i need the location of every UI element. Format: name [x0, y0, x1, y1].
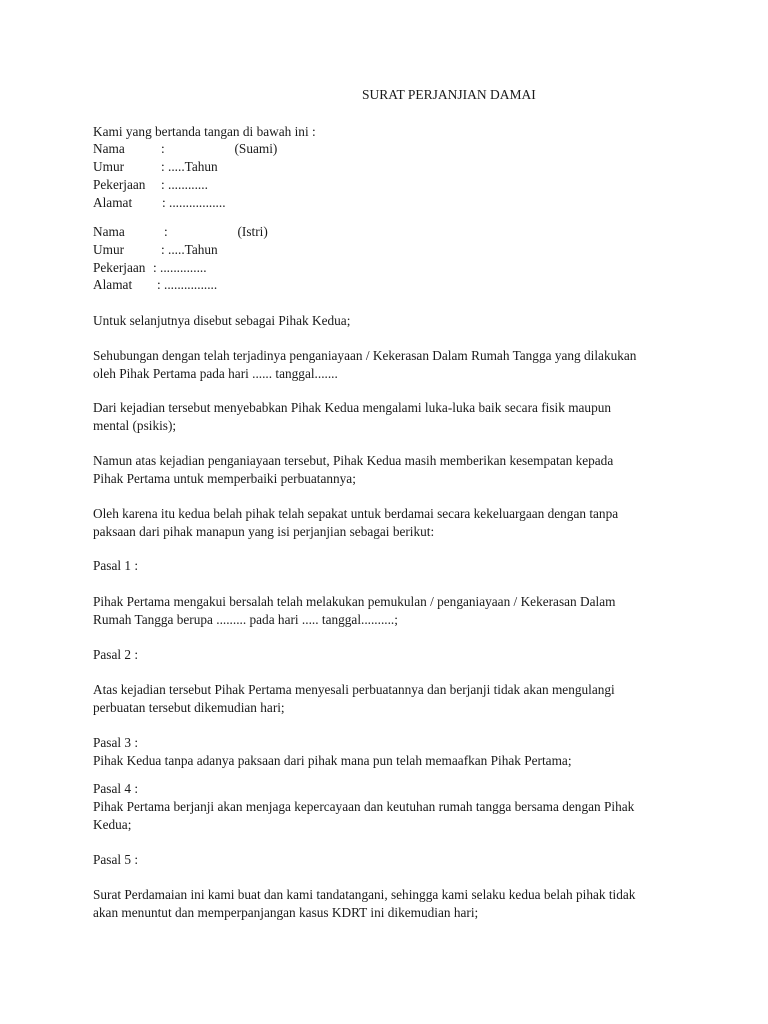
pasal2-heading: Pasal 2 :: [93, 647, 139, 662]
pasal3-line1: Pihak Kedua tanpa adanya paksaan dari pihak mana pun telah memaafkan Pihak Pertama;: [93, 753, 572, 768]
party2-pekerjaan-label: Pekerjaan: [93, 260, 146, 275]
pasal2-line1: Atas kejadian tersebut Pihak Pertama menyesali perbuatannya dan berjanji tidak akan mengulangi: [93, 682, 615, 697]
party1-alamat-value: : .................: [162, 195, 226, 210]
paragraph-oleh-line1: Oleh karena itu kedua belah pihak telah sepakat untuk berdamai secara kekeluargaan dengan tanpa: [93, 506, 619, 521]
party2-pekerjaan-value: : ..............: [153, 260, 207, 275]
party1-umur-value: : .....Tahun: [161, 159, 218, 174]
pasal5-line2: akan menuntut dan memperpanjangan kasus KDRT ini dikemudian hari;: [93, 905, 479, 920]
paragraph-kejadian-line2: mental (psikis);: [93, 418, 177, 433]
pasal4-line1: Pihak Pertama berjanji akan menjaga kepercayaan dan keutuhan rumah tangga bersama dengan Pihak: [93, 799, 635, 814]
party2-umur-label: Umur: [93, 242, 125, 257]
party2-alamat-label: Alamat: [93, 277, 133, 292]
pasal5-line1: Surat Perdamaian ini kami buat dan kami tandatangani, sehingga kami selaku kedua belah pihak tidak: [93, 887, 636, 902]
pasal1-line2: Rumah Tangga berupa ......... pada hari ..... tanggal..........;: [93, 612, 398, 627]
pasal3-heading: Pasal 3 :: [93, 735, 139, 750]
paragraph-pihak-kedua: Untuk selanjutnya disebut sebagai Pihak Kedua;: [93, 313, 351, 328]
paragraph-sehubungan-line2: oleh Pihak Pertama pada hari ...... tanggal.......: [93, 366, 338, 381]
document-title: SURAT PERJANJIAN DAMAI: [362, 87, 536, 102]
paragraph-kejadian-line1: Dari kejadian tersebut menyebabkan Pihak Kedua mengalami luka-luka baik secara fisik maupun: [93, 400, 612, 415]
pasal4-line2: Kedua;: [93, 817, 132, 832]
party1-pekerjaan-label: Pekerjaan: [93, 177, 146, 192]
pasal1-line1: Pihak Pertama mengakui bersalah telah melakukan pemukulan / penganiayaan / Kekerasan Dalam: [93, 594, 616, 609]
paragraph-namun-line2: Pihak Pertama untuk memperbaiki perbuatannya;: [93, 471, 356, 486]
pasal2-line2: perbuatan tersebut dikemudian hari;: [93, 700, 285, 715]
party1-pekerjaan-value: : ............: [161, 177, 208, 192]
party2-nama-value: : (Istri): [164, 224, 268, 239]
paragraph-sehubungan-line1: Sehubungan dengan telah terjadinya penganiayaan / Kekerasan Dalam Rumah Tangga yang dilakukan: [93, 348, 637, 363]
pasal1-heading: Pasal 1 :: [93, 558, 139, 573]
paragraph-namun-line1: Namun atas kejadian penganiayaan tersebut, Pihak Kedua masih memberikan kesempatan kepada: [93, 453, 614, 468]
pasal5-heading: Pasal 5 :: [93, 852, 139, 867]
paragraph-oleh-line2: paksaan dari pihak manapun yang isi perjanjian sebagai berikut:: [93, 524, 435, 539]
intro-text: Kami yang bertanda tangan di bawah ini :: [93, 124, 316, 139]
party1-alamat-label: Alamat: [93, 195, 133, 210]
pasal4-heading: Pasal 4 :: [93, 781, 139, 796]
party2-nama-label: Nama: [93, 224, 125, 239]
party1-nama-value: : (Suami): [161, 141, 278, 156]
party2-umur-value: : .....Tahun: [161, 242, 218, 257]
party1-umur-label: Umur: [93, 159, 125, 174]
party1-nama-label: Nama: [93, 141, 125, 156]
party2-alamat-value: : ................: [157, 277, 218, 292]
